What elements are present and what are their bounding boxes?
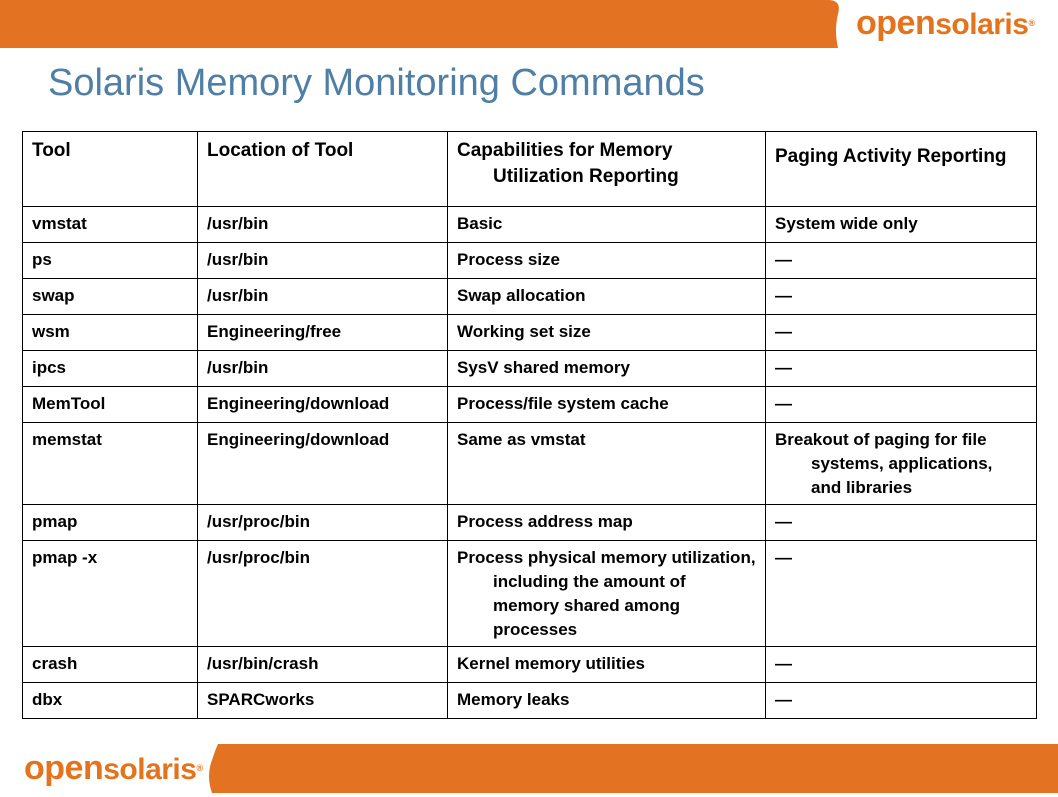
cell-paging-text: — <box>775 512 792 531</box>
cell-location-text: /usr/bin/crash <box>207 654 319 673</box>
table-row <box>23 505 1037 541</box>
cell-capability-text: Process address map <box>457 512 633 531</box>
cell-capability-text: Kernel memory utilities <box>457 654 646 673</box>
cell-location <box>198 505 448 541</box>
cell-location <box>198 243 448 279</box>
cell-paging <box>766 505 1037 541</box>
cell-location-text: /usr/bin <box>207 358 269 377</box>
table-row <box>23 243 1037 279</box>
cell-paging <box>766 541 1037 647</box>
cell-location-text: Engineering/free <box>207 322 342 341</box>
table-row <box>23 351 1037 387</box>
cell-capability-text: Same as vmstat <box>457 430 586 449</box>
cell-capability <box>448 207 766 243</box>
cell-paging-text: — <box>775 286 792 305</box>
cell-paging-text: — <box>775 548 792 567</box>
cell-location-text: /usr/bin <box>207 214 269 233</box>
cell-location <box>198 351 448 387</box>
cell-location-text: /usr/bin <box>207 286 269 305</box>
table-row <box>23 207 1037 243</box>
cell-capability <box>448 279 766 315</box>
cell-location-text: Engineering/download <box>207 394 390 413</box>
header-capabilities: Capabilities for Memory Utilization Reporting <box>448 132 766 207</box>
cell-tool <box>23 351 198 387</box>
cell-tool-text: crash <box>32 654 78 673</box>
cell-capability <box>448 315 766 351</box>
cell-tool-text: ipcs <box>32 358 67 377</box>
cell-paging-text: — <box>775 250 792 269</box>
cell-paging-text: — <box>775 358 792 377</box>
cell-tool <box>23 683 198 719</box>
cell-location <box>198 279 448 315</box>
cell-capability-text: Process size <box>457 250 561 269</box>
cell-location-text: /usr/proc/bin <box>207 512 310 531</box>
cell-paging-text: — <box>775 690 792 709</box>
cell-tool <box>23 279 198 315</box>
cell-paging <box>766 423 1037 505</box>
cell-capability-text: SysV shared memory <box>457 358 630 377</box>
cell-paging-text: — <box>775 654 792 673</box>
table-row <box>23 387 1037 423</box>
cell-capability-text: Working set size <box>457 322 591 341</box>
cell-paging <box>766 647 1037 683</box>
cell-tool-text: dbx <box>32 690 63 709</box>
cell-tool <box>23 243 198 279</box>
cell-location-text: /usr/proc/bin <box>207 548 310 567</box>
cell-paging <box>766 351 1037 387</box>
cell-tool <box>23 315 198 351</box>
cell-paging <box>766 315 1037 351</box>
cell-tool-text: wsm <box>32 322 70 341</box>
table-header-row <box>23 132 1037 207</box>
cell-tool-text: pmap <box>32 512 78 531</box>
cell-tool <box>23 647 198 683</box>
cell-paging <box>766 207 1037 243</box>
cell-paging <box>766 387 1037 423</box>
cell-tool-text: swap <box>32 286 75 305</box>
cell-capability <box>448 351 766 387</box>
cell-tool-text: memstat <box>32 430 102 449</box>
cell-capability <box>448 541 766 647</box>
cell-paging-text: Breakout of paging for file systems, applications, and libraries <box>775 430 993 497</box>
cell-paging <box>766 279 1037 315</box>
cell-capability <box>448 423 766 505</box>
header-location: Location of Tool <box>198 132 448 207</box>
cell-tool <box>23 207 198 243</box>
cell-tool <box>23 541 198 647</box>
cell-paging-text: — <box>775 322 792 341</box>
cell-tool <box>23 505 198 541</box>
table-row <box>23 541 1037 647</box>
cell-paging-text: System wide only <box>775 214 918 233</box>
page-title: Solaris Memory Monitoring Commands <box>48 62 705 104</box>
cell-capability <box>448 243 766 279</box>
cell-capability <box>448 387 766 423</box>
cell-capability <box>448 505 766 541</box>
cell-capability <box>448 647 766 683</box>
table-row <box>23 315 1037 351</box>
cell-paging <box>766 243 1037 279</box>
cell-location <box>198 387 448 423</box>
cell-tool <box>23 423 198 505</box>
cell-capability-text: Process/file system cache <box>457 394 669 413</box>
cell-location-text: SPARCworks <box>207 690 315 709</box>
cell-capability-text: Process physical memory utilization, including the amount of memory shared among processes <box>457 548 756 639</box>
cell-capability-text: Basic <box>457 214 503 233</box>
header-paging: Paging Activity Reporting <box>766 132 1037 207</box>
cell-location <box>198 683 448 719</box>
cell-tool-text: ps <box>32 250 52 269</box>
opensolaris-logo-top: opensolaris® <box>856 4 1035 42</box>
table-row <box>23 423 1037 505</box>
cell-tool-text: MemTool <box>32 394 106 413</box>
cell-location <box>198 647 448 683</box>
cell-paging-text: — <box>775 394 792 413</box>
cell-location <box>198 207 448 243</box>
cell-location-text: Engineering/download <box>207 430 390 449</box>
table-row <box>23 647 1037 683</box>
cell-tool <box>23 387 198 423</box>
cell-capability-text: Swap allocation <box>457 286 586 305</box>
cell-location <box>198 423 448 505</box>
table-row <box>23 279 1037 315</box>
cell-paging <box>766 683 1037 719</box>
table-row <box>23 683 1037 719</box>
cell-location-text: /usr/bin <box>207 250 269 269</box>
cell-location <box>198 541 448 647</box>
cell-location <box>198 315 448 351</box>
cell-tool-text: vmstat <box>32 214 87 233</box>
cell-capability <box>448 683 766 719</box>
opensolaris-logo-bottom: opensolaris® <box>24 749 203 787</box>
header-tool: Tool <box>23 132 198 207</box>
memory-commands-table <box>22 131 1037 719</box>
cell-capability-text: Memory leaks <box>457 690 570 709</box>
cell-tool-text: pmap -x <box>32 548 98 567</box>
